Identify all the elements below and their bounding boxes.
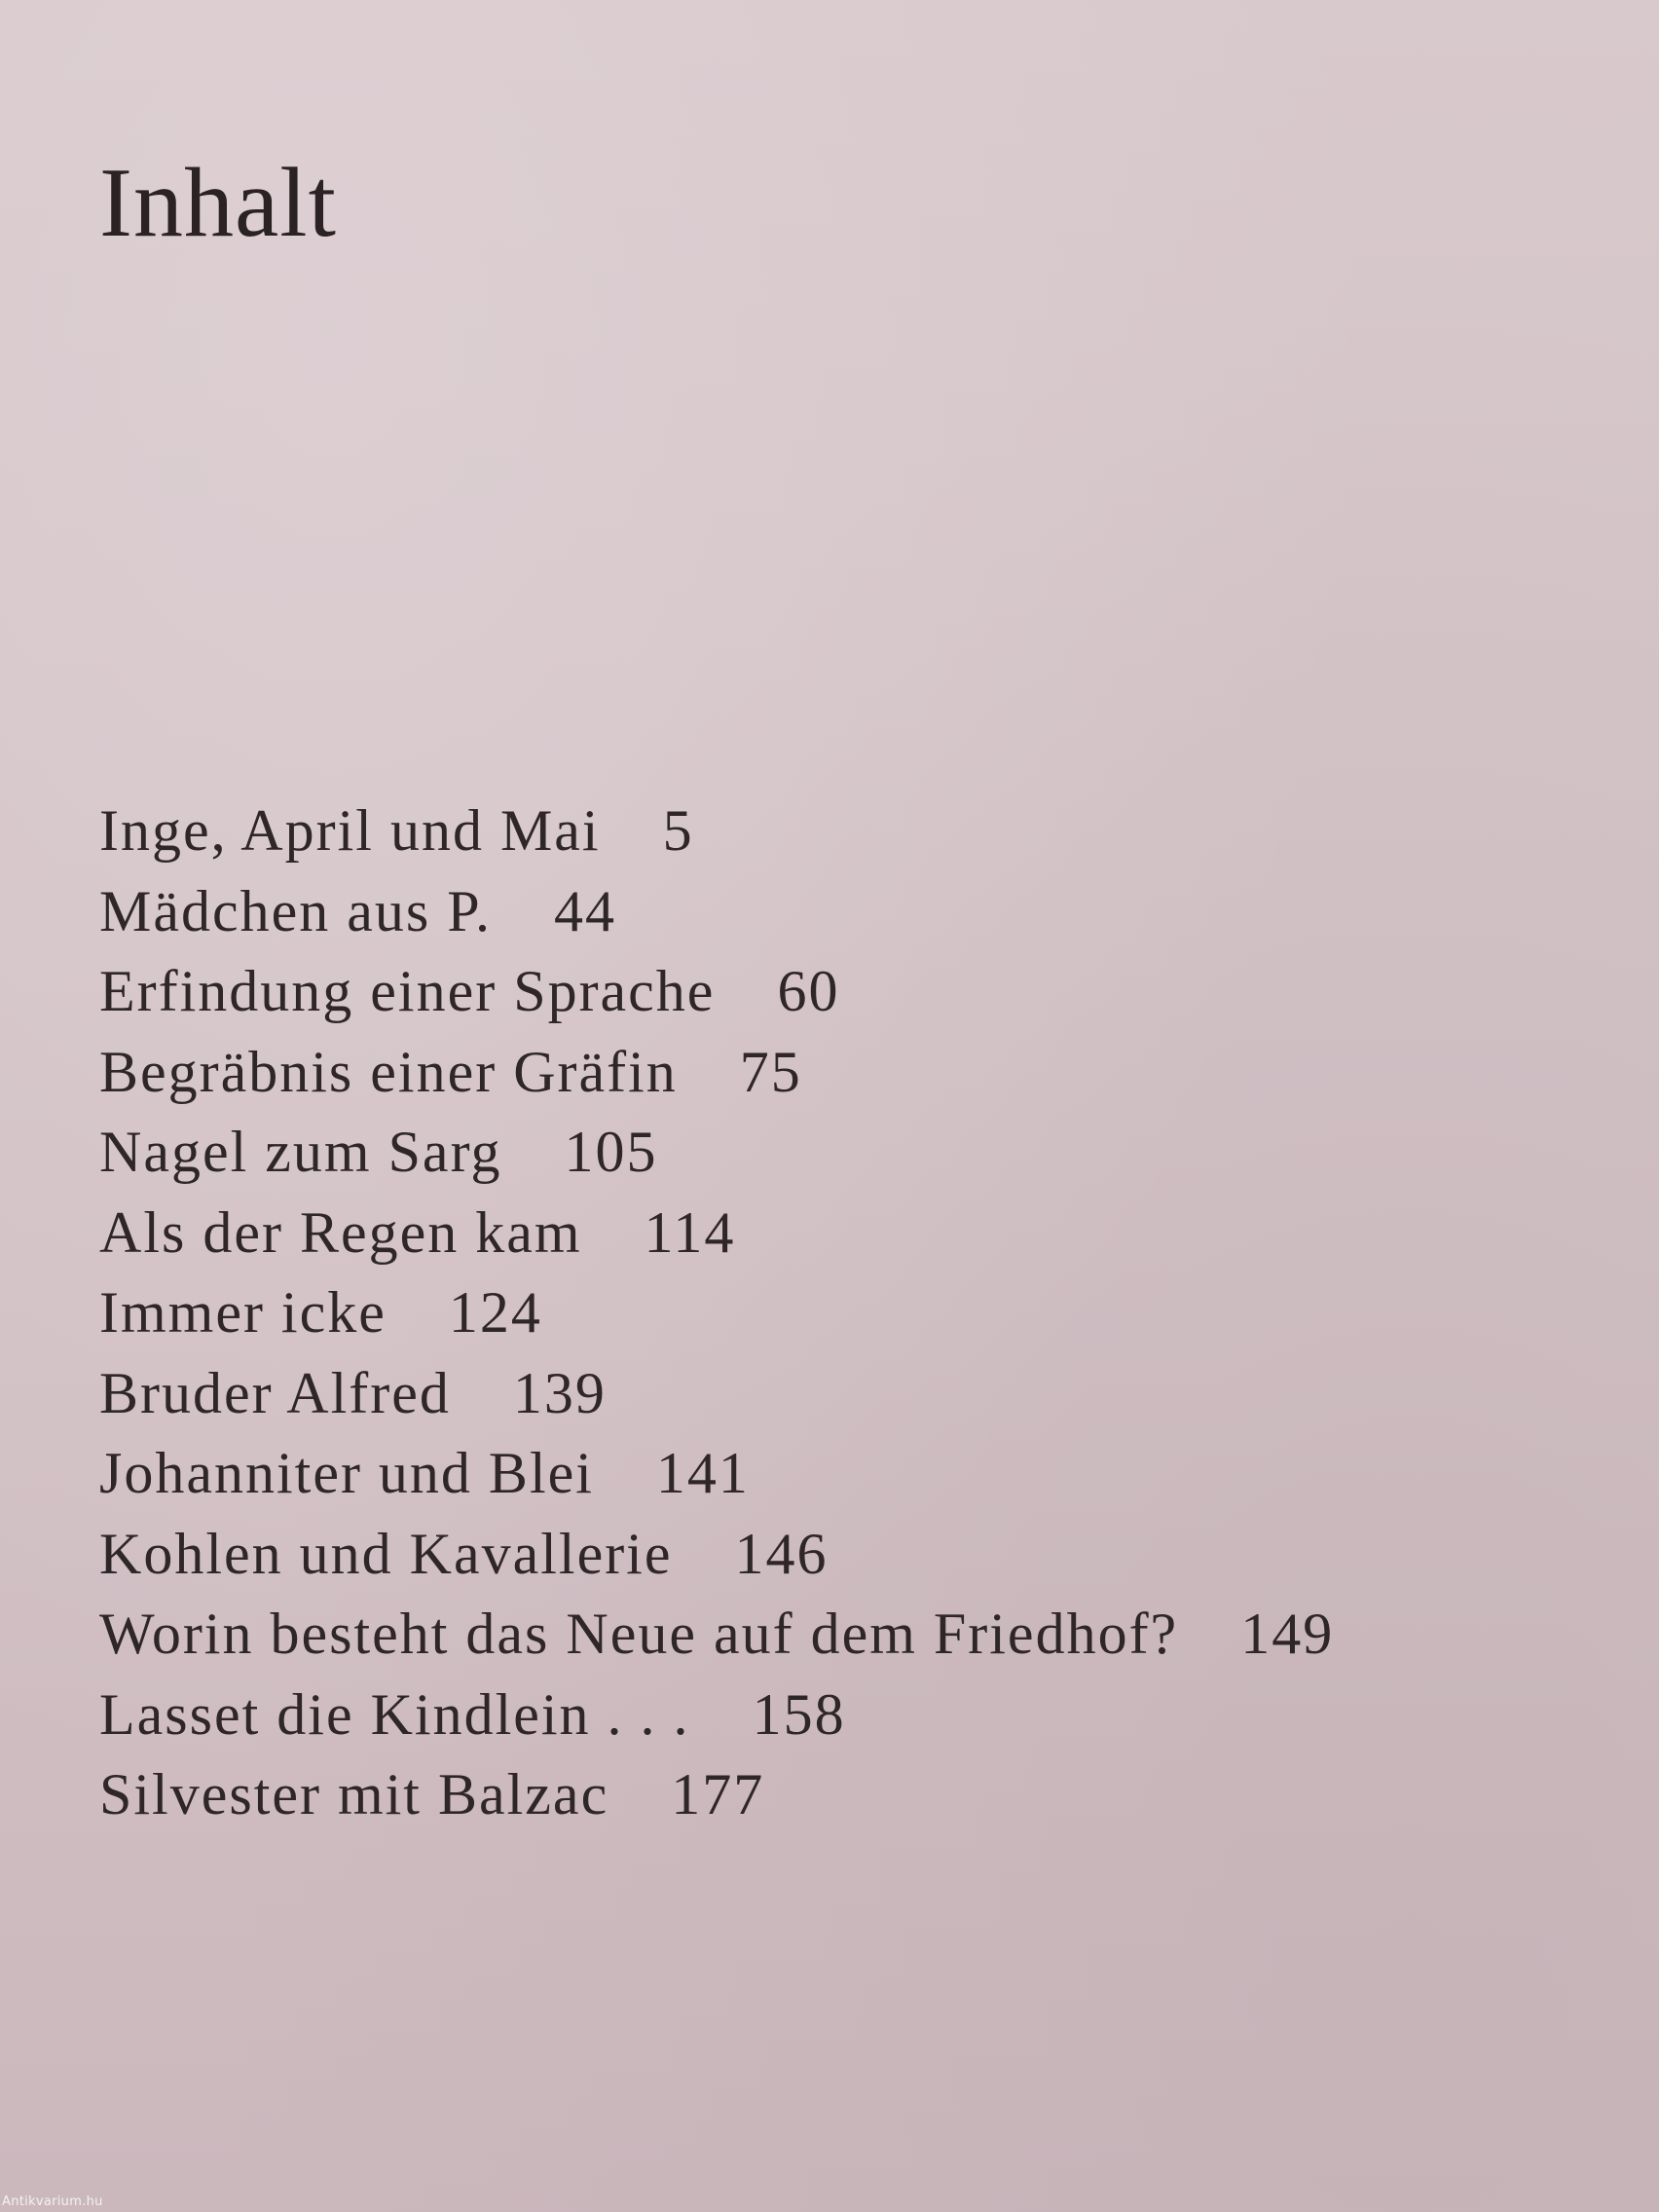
toc-entry-title: Inge, April und Mai bbox=[99, 798, 601, 863]
toc-entry-page: 60 bbox=[777, 959, 840, 1023]
toc-entry bbox=[99, 871, 1334, 952]
toc-entry-title: Kohlen und Kavallerie bbox=[99, 1521, 673, 1586]
toc-entry-title: Als der Regen kam bbox=[99, 1199, 582, 1265]
toc-entry bbox=[99, 1272, 1334, 1353]
toc-entry-page: 146 bbox=[734, 1521, 829, 1586]
toc-entry bbox=[99, 1353, 1334, 1434]
toc-entry-page: 105 bbox=[564, 1120, 658, 1184]
toc-entry-title: Bruder Alfred bbox=[99, 1360, 451, 1425]
toc-entry-page: 149 bbox=[1240, 1602, 1335, 1666]
toc-entry-page: 124 bbox=[448, 1280, 542, 1345]
toc-entry-page: 5 bbox=[662, 798, 694, 863]
toc-entry-title: Erfindung einer Sprache bbox=[99, 959, 716, 1023]
toc-entry-title: Nagel zum Sarg bbox=[99, 1120, 502, 1184]
toc-entry bbox=[99, 1514, 1334, 1595]
toc-entry bbox=[99, 1112, 1334, 1193]
toc-entry-title: Worin besteht das Neue auf dem Friedhof? bbox=[99, 1602, 1179, 1666]
toc-entry bbox=[99, 791, 1334, 871]
toc-entry-page: 158 bbox=[752, 1681, 846, 1747]
toc-entry bbox=[99, 1594, 1334, 1675]
toc-entry bbox=[99, 1675, 1334, 1755]
toc-entry-page: 141 bbox=[655, 1441, 750, 1505]
toc-entry-page: 139 bbox=[512, 1360, 607, 1425]
table-of-contents bbox=[99, 791, 1334, 1835]
toc-entry-title: Silvester mit Balzac bbox=[99, 1762, 609, 1826]
toc-entry bbox=[99, 1433, 1334, 1514]
toc-entry bbox=[99, 951, 1334, 1032]
toc-entry-page: 114 bbox=[644, 1199, 736, 1265]
toc-entry bbox=[99, 1032, 1334, 1113]
toc-entry bbox=[99, 1193, 1334, 1273]
toc-entry-title: Mädchen aus P. bbox=[99, 878, 492, 943]
toc-entry-title: Johanniter und Blei bbox=[99, 1441, 594, 1505]
toc-entry-title: Begräbnis einer Gräfin bbox=[99, 1039, 678, 1104]
watermark: Antikvarium.hu bbox=[2, 2194, 103, 2209]
toc-entry-title: Lasset die Kindlein . . . bbox=[99, 1681, 690, 1747]
toc-entry-page: 44 bbox=[553, 878, 616, 943]
toc-entry-page: 177 bbox=[671, 1762, 765, 1826]
toc-entry bbox=[99, 1754, 1334, 1835]
page-title: Inhalt bbox=[99, 148, 337, 258]
toc-entry-page: 75 bbox=[739, 1039, 802, 1104]
toc-entry-title: Immer icke bbox=[99, 1280, 387, 1345]
